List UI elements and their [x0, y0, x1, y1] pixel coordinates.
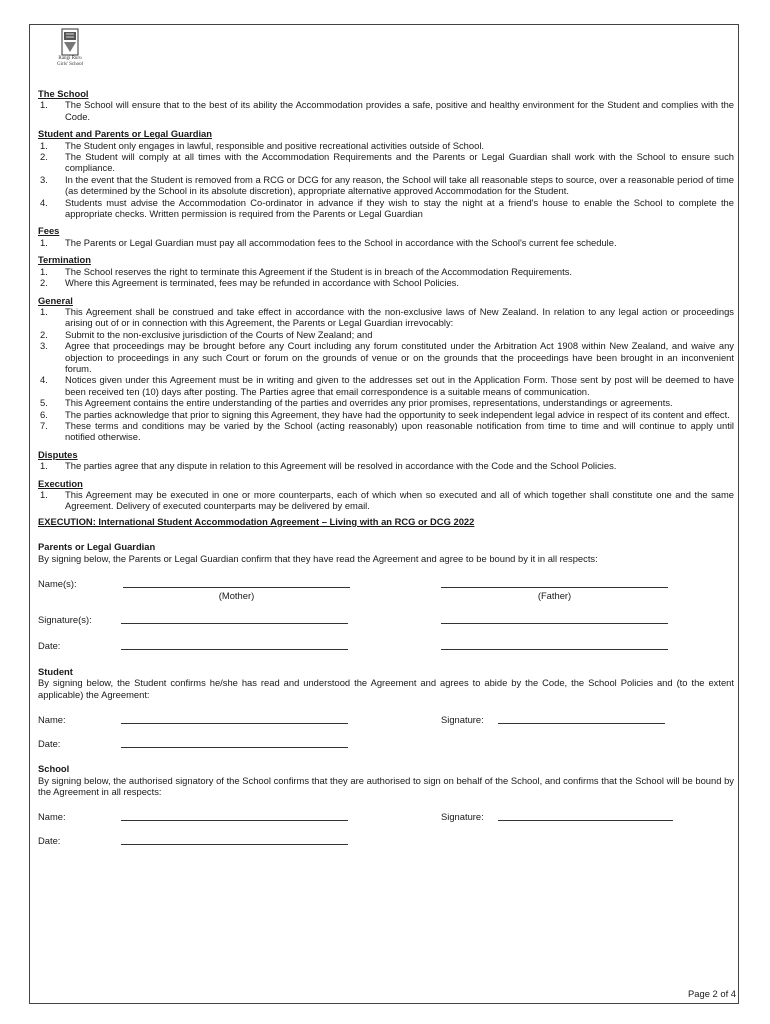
item-number: 1.: [40, 236, 48, 248]
mother-caption: (Mother): [218, 590, 255, 602]
school-date-field[interactable]: [121, 835, 348, 845]
item-number: 2.: [40, 328, 48, 340]
list-item: [38, 489, 734, 512]
parents-captions-row: [38, 590, 734, 602]
section-heading: Execution: [38, 477, 83, 489]
mother-signature-field[interactable]: [121, 614, 348, 624]
names-label: Name(s):: [38, 578, 77, 590]
item-number: 7.: [40, 419, 48, 431]
item-text: This Agreement may be executed in one or more counterparts, each of which when so executed and all of which together shall constitute one and the same Agreement. Delivery of executed counterparts may be delivered by email.: [65, 489, 734, 512]
school-name-row: [38, 811, 734, 823]
student-date-label: Date:: [38, 738, 61, 750]
section-list: [38, 237, 734, 248]
item-text: This Agreement contains the entire understanding of the parties and overrides any prior promises, representations, understandings or agreements.: [65, 397, 673, 409]
list-item: [38, 306, 734, 329]
section-heading: General: [38, 294, 73, 306]
parents-date-label: Date:: [38, 640, 61, 652]
item-text: The Parents or Legal Guardian must pay all accommodation fees to the School in accordance with the School's current fee schedule.: [65, 236, 617, 248]
item-number: 1.: [40, 265, 48, 277]
student-signature-label: Signature:: [441, 714, 484, 726]
list-item: [38, 277, 734, 288]
page-number: Page 2 of 4: [688, 988, 736, 999]
school-date-label: Date:: [38, 835, 61, 847]
student-text: By signing below, the Student confirms he/she has read and understood the Agreement and agrees to abide by the Code, the School Policies and (to the extent applicable) the Agreement:: [38, 677, 734, 700]
list-item: [38, 374, 734, 397]
school-logo: [50, 28, 90, 74]
father-name-field[interactable]: [441, 578, 668, 588]
section-list: [38, 460, 734, 471]
item-text: Submit to the non-exclusive jurisdiction of the Courts of New Zealand; and: [65, 328, 373, 340]
school-signature-field[interactable]: [498, 811, 673, 821]
section-heading: Termination: [38, 254, 91, 266]
item-text: This Agreement shall be construed and take effect in accordance with the non-exclusive laws of New Zealand. In relation to any legal action or proceedings arising out of or in connection with this Agreement, the Parents or Legal Guardian irrevocably:: [65, 305, 734, 329]
list-item: [38, 266, 734, 277]
list-item: [38, 174, 734, 197]
item-text: The School reserves the right to terminate this Agreement if the Student is in breach of the Accommodation Requirements.: [65, 265, 573, 277]
list-item: [38, 140, 734, 151]
list-item: [38, 409, 734, 420]
list-item: [38, 151, 734, 174]
item-number: 1.: [40, 305, 48, 317]
section-list: [38, 306, 734, 443]
school-date-row: [38, 835, 734, 847]
school-name-field[interactable]: [121, 811, 348, 821]
item-text: Notices given under this Agreement must be in writing and given to the addresses set out in the Application Form. Those sent by post will be deemed to have been received ten (10) days after posting. The Parties agree that email correspondence is a suitable means of communication.: [65, 374, 734, 397]
item-number: 6.: [40, 408, 48, 420]
list-item: [38, 237, 734, 248]
item-text: The Student only engages in lawful, responsible and positive recreational activities outside of School.: [65, 139, 485, 151]
parents-heading: Parents or Legal Guardian: [38, 541, 156, 553]
item-number: 1.: [40, 139, 48, 151]
section-heading: The School: [38, 88, 89, 99]
list-item: [38, 420, 734, 443]
student-name-label: Name:: [38, 714, 66, 726]
parents-text: By signing below, the Parents or Legal Guardian confirm that they have read the Agreement and agree to be bound by it in all respects:: [38, 552, 598, 564]
section-list: [38, 489, 734, 512]
crest-icon: [61, 28, 79, 56]
parents-signatures-row: [38, 614, 734, 626]
agreement-sections: [38, 88, 734, 512]
section-heading: Disputes: [38, 448, 78, 460]
item-number: 2.: [40, 277, 48, 289]
father-caption: (Father): [537, 590, 572, 602]
list-item: [38, 460, 734, 471]
school-text: By signing below, the authorised signatory of the School confirms that they are authorised to sign on behalf of the School, and confirms that the School will be bound by the Agreement in all respects:: [38, 774, 734, 798]
school-signature-label: Signature:: [441, 811, 484, 823]
item-number: 5.: [40, 397, 48, 409]
section-heading: Fees: [38, 225, 60, 237]
mother-name-field[interactable]: [123, 578, 350, 588]
student-name-field[interactable]: [121, 714, 348, 724]
item-number: 4.: [40, 196, 48, 208]
signatures-label: Signature(s):: [38, 614, 92, 626]
section-heading: Student and Parents or Legal Guardian: [38, 128, 212, 140]
list-item: [38, 99, 734, 122]
document-body: [38, 26, 734, 847]
student-signature-field[interactable]: [498, 714, 665, 724]
list-item: [38, 397, 734, 408]
item-text: In the event that the Student is removed from a RCG or DCG for any reason, the School will take all reasonable steps to source, over a reasonable period of time (as determined by the School in its absolute discretion), appropriate alternative approved Accommodation for the Student.: [65, 173, 734, 197]
logo-text: Rangi Ruru Girls' School: [56, 56, 84, 67]
student-date-row: [38, 738, 734, 750]
item-text: Agree that proceedings may be brought before any Court including any forum constituted under the Arbitration Act 1908 within New Zealand, and waive any objection to proceedings in any such Court or forum on the grounds of venue or on the grounds that the proceedings have been brought in an inconvenient forum.: [65, 340, 734, 374]
execution-title: EXECUTION: International Student Accommodation Agreement – Living with an RCG or DCG 2022: [38, 515, 475, 527]
school-heading: School: [38, 763, 70, 775]
item-number: 1.: [40, 489, 48, 500]
section-list: [38, 99, 734, 122]
parents-date-row: [38, 640, 734, 652]
item-text: The parties acknowledge that prior to signing this Agreement, they have had the opportunity to seek independent legal advice in respect of its content and effect.: [65, 408, 730, 420]
item-number: 1.: [40, 460, 48, 472]
item-text: These terms and conditions may be varied by the School (acting reasonably) upon reasonable notification from time to time and will continue to apply until notified otherwise.: [65, 419, 734, 443]
item-text: The parties agree that any dispute in relation to this Agreement will be resolved in accordance with the Code and the School Policies.: [65, 460, 617, 472]
item-number: 3.: [40, 173, 48, 185]
parents-names-row: [38, 578, 734, 590]
list-item: [38, 197, 734, 220]
item-text: Where this Agreement is terminated, fees may be refunded in accordance with School Policies.: [65, 277, 459, 289]
school-name-label: Name:: [38, 811, 66, 823]
student-name-row: [38, 714, 734, 726]
father-signature-field[interactable]: [441, 614, 668, 624]
item-number: 4.: [40, 374, 48, 386]
item-text: The School will ensure that to the best of its ability the Accommodation provides a safe, positive and healthy environment for the Student and complies with the Code.: [65, 99, 734, 122]
student-date-field[interactable]: [121, 738, 348, 748]
list-item: [38, 340, 734, 374]
list-item: [38, 329, 734, 340]
item-text: Students must advise the Accommodation Co-ordinator in advance if they wish to stay the night at a friend's house to enable the School to complete the appropriate checks. Written permission is required from the Parents or Legal Guardian: [65, 196, 734, 220]
item-number: 3.: [40, 340, 48, 352]
item-text: The Student will comply at all times with the Accommodation Requirements and the Parents or Legal Guardian shall work with the School to ensure such compliance.: [65, 151, 734, 174]
mother-date-field[interactable]: [121, 640, 348, 650]
father-date-field[interactable]: [441, 640, 668, 650]
section-list: [38, 140, 734, 220]
item-number: 1.: [40, 99, 48, 111]
student-heading: Student: [38, 666, 73, 678]
item-number: 2.: [40, 151, 48, 163]
section-list: [38, 266, 734, 289]
